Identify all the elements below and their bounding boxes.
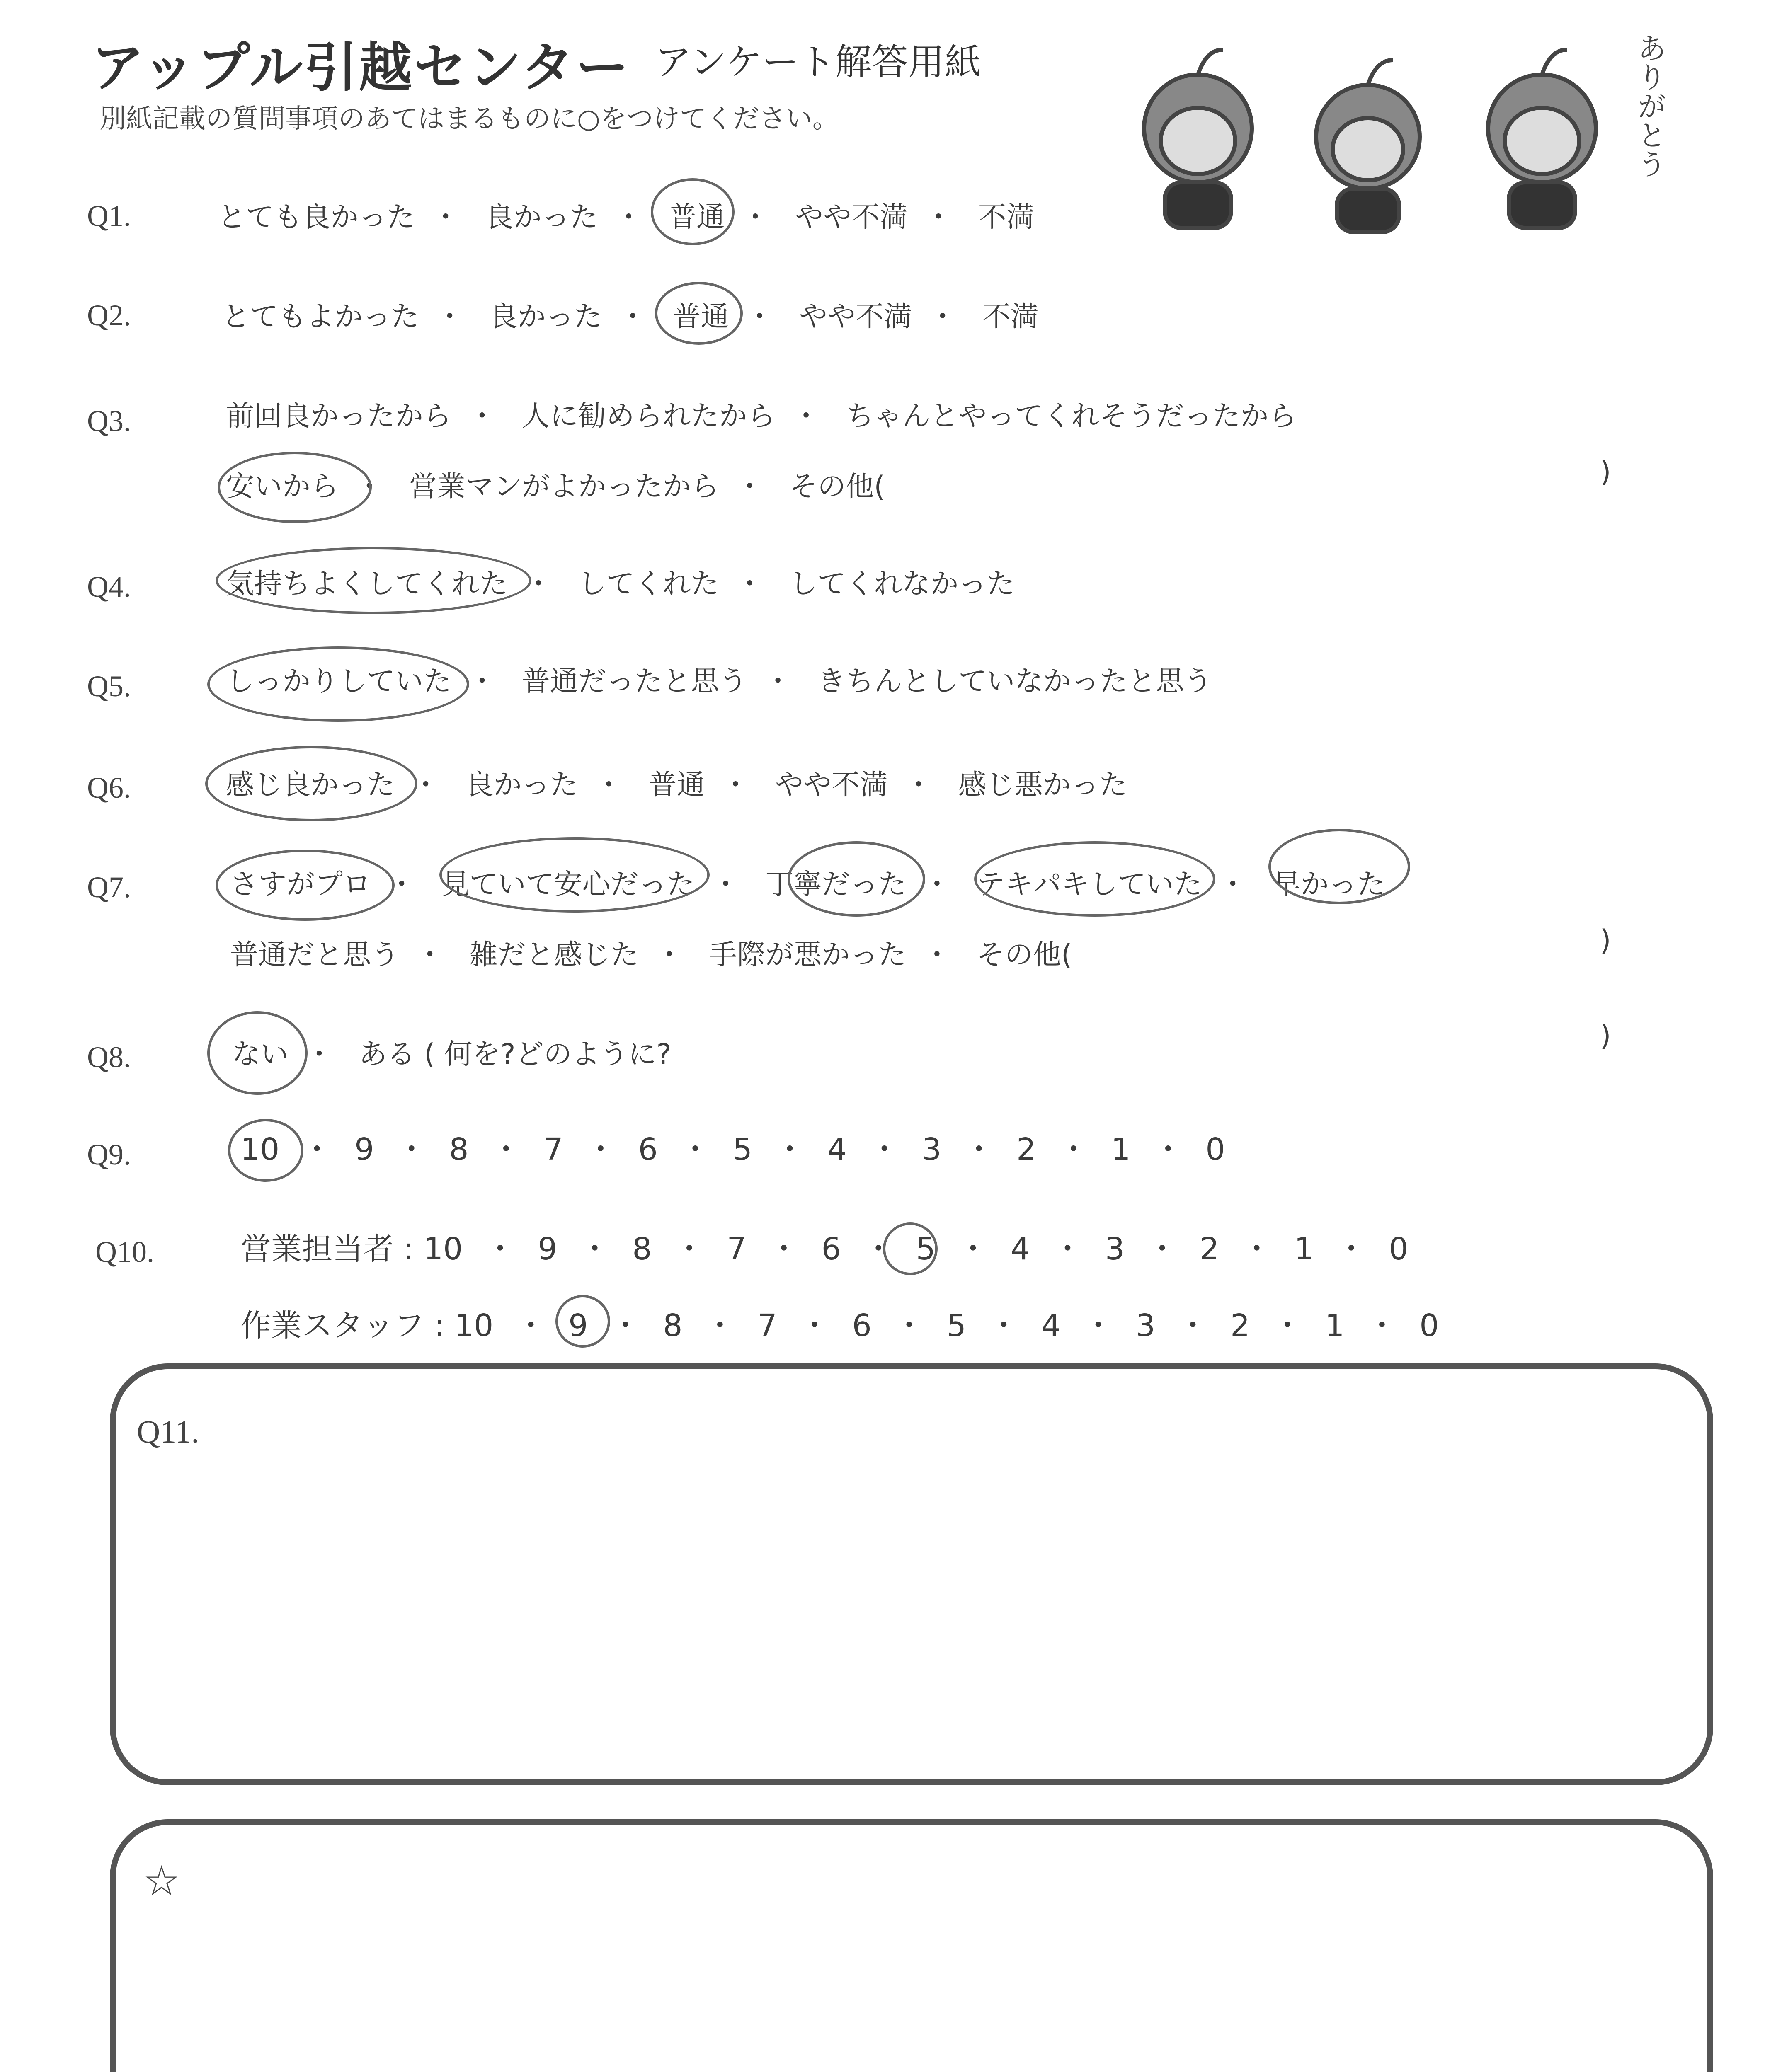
q2-option-selected[interactable]: 普通 bbox=[672, 300, 729, 333]
q6-option-selected[interactable]: 感じ良かった bbox=[226, 769, 395, 801]
q8-options: ない ・ ある ( 何を?どのように? bbox=[232, 1032, 672, 1072]
q7-option[interactable]: 雑だと感じた bbox=[469, 939, 639, 971]
q7-option[interactable]: 普通だと思う bbox=[230, 939, 400, 971]
q7-option[interactable]: その他( bbox=[976, 939, 1072, 971]
q11-comment-box[interactable] bbox=[110, 1363, 1713, 1785]
instruction-text: 別紙記載の質問事項のあてはまるものに○をつけてください。 bbox=[99, 104, 839, 134]
q10-label: Q10. bbox=[95, 1235, 154, 1268]
q5-option[interactable]: 普通だったと思う bbox=[521, 665, 747, 698]
q8-close-paren: ) bbox=[1600, 1019, 1611, 1052]
q7-option-selected[interactable]: 早かった bbox=[1272, 868, 1385, 901]
q7-option[interactable]: 手際が悪かった bbox=[709, 939, 907, 971]
q1-selection-circle bbox=[651, 178, 735, 245]
q7-selection-circle bbox=[216, 850, 395, 921]
q4-options: 気持ちよくしてくれた ・ してくれた ・ してくれなかった bbox=[226, 562, 1015, 602]
q5-option[interactable]: きちんとしていなかったと思う bbox=[817, 665, 1212, 698]
q9-label: Q9. bbox=[87, 1138, 131, 1171]
q7-close-paren: ) bbox=[1600, 924, 1611, 957]
q3-label: Q3. bbox=[87, 404, 131, 438]
q5-option-selected[interactable]: しっかりしていた bbox=[226, 665, 452, 698]
q6-option[interactable]: 普通 bbox=[648, 769, 705, 801]
q3-options-line1: 前回良かったから ・ 人に勧められたから ・ ちゃんとやってくれそうだったから bbox=[226, 394, 1297, 434]
q10-sales-label: 営業担当者 : bbox=[240, 1231, 414, 1267]
q10-sales-row bbox=[240, 1225, 1408, 1268]
q8-option-selected[interactable]: ない bbox=[232, 1038, 289, 1071]
q7-options-line2: 普通だと思う ・ 雑だと感じた ・ 手際が悪かった ・ その他( bbox=[230, 932, 1072, 973]
q6-options: 感じ良かった ・ 良かった ・ 普通 ・ やや不満 ・ 感じ悪かった bbox=[226, 762, 1127, 803]
q7-option-selected[interactable]: 見ていて安心だった bbox=[441, 868, 695, 901]
q5-label: Q5. bbox=[87, 670, 131, 703]
q1-option[interactable]: やや不満 bbox=[795, 201, 908, 234]
q3-selection-circle bbox=[218, 452, 372, 523]
q2-option[interactable]: とてもよかった bbox=[222, 300, 419, 333]
q3-option[interactable]: 営業マンがよかったから bbox=[409, 470, 719, 503]
q3-close-paren: ) bbox=[1600, 456, 1611, 489]
q6-option[interactable]: 感じ悪かった bbox=[958, 769, 1127, 801]
q7-selection-circle bbox=[974, 841, 1215, 917]
q7-option-selected[interactable]: さすがプロ bbox=[230, 868, 371, 901]
q1-options: とても良かった ・ 良かった ・ 普通 ・ やや不満 ・ 不満 bbox=[218, 195, 1035, 235]
q7-options-line1: さすがプロ ・ 見ていて安心だった ・ 丁寧だった ・ テキパキしていた ・ 早かった bbox=[230, 862, 1385, 902]
q1-option[interactable]: 良かった bbox=[485, 201, 598, 234]
star-icon: ☆ bbox=[143, 1858, 180, 1904]
q6-label: Q6. bbox=[87, 771, 131, 804]
q8-label: Q8. bbox=[87, 1041, 131, 1074]
thanks-text: ありがとう bbox=[1633, 33, 1667, 178]
q10-sales-scale[interactable]: 10 ・ 9 ・ 8 ・ 7 ・ 6 ・ 5 ・ 4 ・ 3 ・ 2 ・ 1 ・ 0 bbox=[424, 1231, 1409, 1267]
q6-selection-circle bbox=[205, 746, 417, 821]
q9-selection-circle-10 bbox=[228, 1119, 303, 1182]
q10-staff-selection-circle-9 bbox=[555, 1295, 610, 1348]
monkey-mascots-illustration bbox=[1103, 25, 1691, 240]
q2-option[interactable]: 良かった bbox=[489, 300, 602, 333]
q3-option[interactable]: その他( bbox=[789, 470, 885, 503]
company-title: アップル引越センター bbox=[91, 37, 630, 99]
q2-options: とてもよかった ・ 良かった ・ 普通 ・ やや不満 ・ 不満 bbox=[222, 294, 1039, 334]
q4-label: Q4. bbox=[87, 570, 131, 603]
q3-option[interactable]: 人に勧められたから bbox=[521, 400, 776, 433]
q7-selection-circle bbox=[439, 837, 710, 913]
q11-label: Q11. bbox=[137, 1414, 199, 1450]
q6-option[interactable]: やや不満 bbox=[775, 769, 888, 801]
q4-option-selected[interactable]: 気持ちよくしてくれた bbox=[226, 568, 508, 600]
q8-selection-circle bbox=[207, 1011, 308, 1095]
q2-option[interactable]: 不満 bbox=[982, 300, 1039, 333]
q5-options: しっかりしていた ・ 普通だったと思う ・ きちんとしていなかったと思う bbox=[226, 659, 1212, 699]
q2-option[interactable]: やや不満 bbox=[799, 300, 912, 333]
q7-label: Q7. bbox=[87, 871, 131, 904]
q4-option[interactable]: してくれなかった bbox=[789, 568, 1015, 600]
q7-selection-circle bbox=[1268, 829, 1410, 904]
star-comment-box[interactable] bbox=[110, 1819, 1713, 2072]
q1-label: Q1. bbox=[87, 199, 131, 232]
q3-option-selected[interactable]: 安いから bbox=[226, 470, 339, 503]
q1-option[interactable]: 不満 bbox=[978, 201, 1035, 234]
q2-selection-circle bbox=[655, 282, 743, 345]
form-subtitle: アンケート解答用紙 bbox=[655, 41, 981, 83]
q7-option-selected[interactable]: 丁寧だった bbox=[765, 868, 907, 901]
q3-option[interactable]: ちゃんとやってくれそうだったから bbox=[846, 400, 1297, 433]
q2-label: Q2. bbox=[87, 299, 131, 332]
q10-staff-row bbox=[240, 1301, 1439, 1345]
q1-option[interactable]: とても良かった bbox=[218, 201, 415, 234]
q3-options-line2: 安いから ・ 営業マンがよかったから ・ その他( bbox=[226, 464, 885, 504]
q10-staff-scale[interactable]: 10 ・ 9 ・ 8 ・ 7 ・ 6 ・ 5 ・ 4 ・ 3 ・ 2 ・ 1 ・ 0 bbox=[454, 1308, 1439, 1343]
q10-sales-selection-circle-5 bbox=[883, 1222, 938, 1275]
q8-option[interactable]: ある ( 何を?どのように? bbox=[359, 1038, 672, 1071]
q3-option[interactable]: 前回良かったから bbox=[226, 400, 452, 433]
q1-option-selected[interactable]: 普通 bbox=[668, 201, 725, 234]
q7-selection-circle bbox=[788, 841, 925, 917]
q6-option[interactable]: 良かった bbox=[465, 769, 578, 801]
q9-scale[interactable]: 10 ・ 9 ・ 8 ・ 7 ・ 6 ・ 5 ・ 4 ・ 3 ・ 2 ・ 1 ・ 0 bbox=[240, 1132, 1225, 1167]
q10-staff-label: 作業スタッフ : bbox=[240, 1308, 445, 1343]
q4-option[interactable]: してくれた bbox=[578, 568, 719, 600]
q4-selection-circle bbox=[216, 547, 531, 614]
q7-option-selected[interactable]: テキパキしていた bbox=[976, 868, 1202, 901]
q5-selection-circle bbox=[207, 646, 469, 722]
